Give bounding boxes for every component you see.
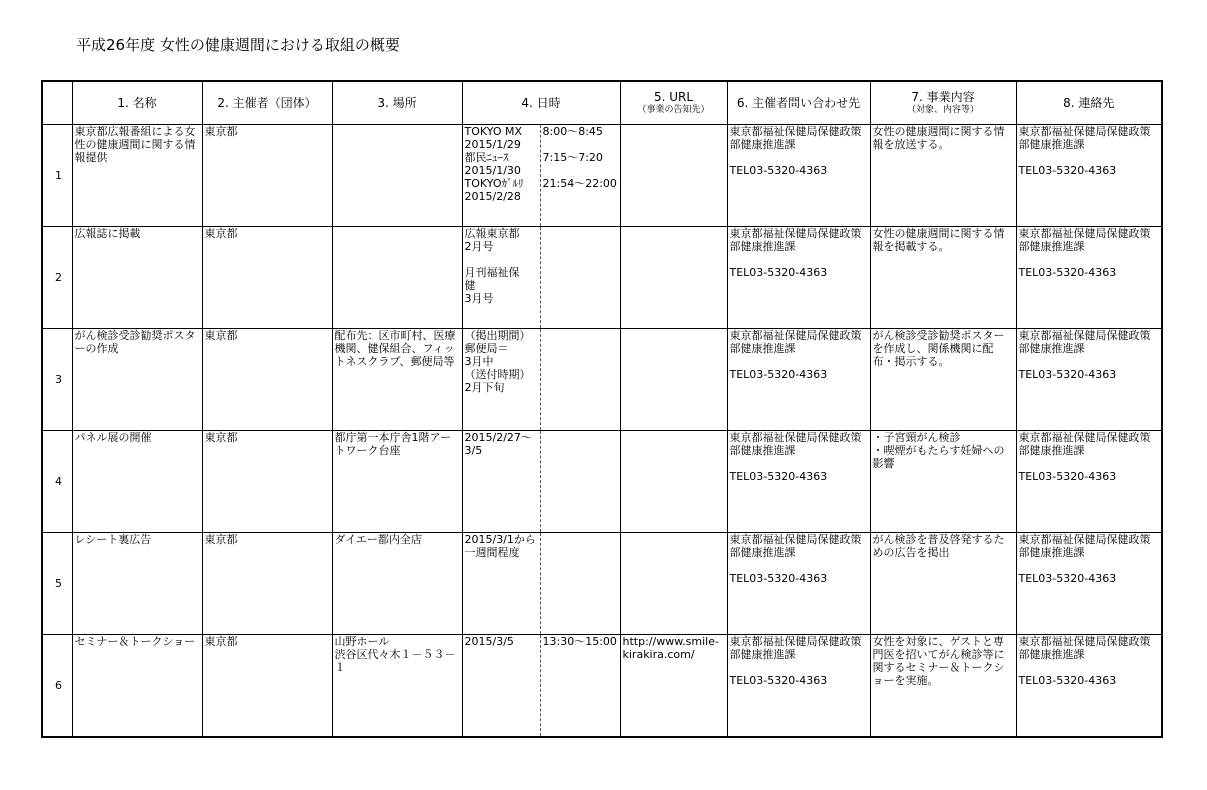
header-content-main: 7. 事業内容 xyxy=(911,90,975,104)
cell-liaison xyxy=(1016,125,1162,227)
table-row xyxy=(42,533,1162,635)
contact-tel: TEL03-5320-4363 xyxy=(729,368,828,381)
cell-liaison xyxy=(1016,533,1162,635)
cell-place: 都庁第一本庁舎1階アートワーク台座 xyxy=(332,431,462,533)
liaison-dept: 東京都福祉保健局保健政策部健康推進課 xyxy=(1018,125,1151,151)
row-number: 3 xyxy=(42,329,72,431)
header-url-sub: （事業の告知先） xyxy=(637,105,710,115)
cell-organizer: 東京都 xyxy=(202,227,332,329)
cell-contact xyxy=(727,431,870,533)
cell-organizer: 東京都 xyxy=(202,533,332,635)
cell-time xyxy=(540,533,620,635)
liaison-tel: TEL03-5320-4363 xyxy=(1018,674,1117,687)
cell-name: パネル展の開催 xyxy=(72,431,202,533)
cell-name: 東京都広報番組による女性の健康週間に関する情報提供 xyxy=(72,125,202,227)
cell-content: 女性の健康週間に関する情報を掲載する。 xyxy=(870,227,1016,329)
cell-url xyxy=(620,533,727,635)
table-row xyxy=(42,431,1162,533)
table-row xyxy=(42,227,1162,329)
cell-place: 配布先：区市町村、医療機関、健保組合、フィットネスクラブ、郵便局等 xyxy=(332,329,462,431)
cell-contact xyxy=(727,635,870,738)
contact-dept: 東京都福祉保健局保健政策部健康推進課 xyxy=(729,329,862,355)
liaison-dept: 東京都福祉保健局保健政策部健康推進課 xyxy=(1018,635,1151,661)
contact-dept: 東京都福祉保健局保健政策部健康推進課 xyxy=(729,431,862,457)
cell-contact xyxy=(727,227,870,329)
cell-place: ダイエー都内全店 xyxy=(332,533,462,635)
liaison-tel: TEL03-5320-4363 xyxy=(1018,470,1117,483)
cell-name: セミナー＆トークショー xyxy=(72,635,202,738)
cell-liaison xyxy=(1016,635,1162,738)
cell-content: 女性の健康週間に関する情報を放送する。 xyxy=(870,125,1016,227)
contact-tel: TEL03-5320-4363 xyxy=(729,470,828,483)
contact-tel: TEL03-5320-4363 xyxy=(729,674,828,687)
cell-date: 2015/3/1から一週間程度 xyxy=(462,533,540,635)
cell-name: レシート裏広告 xyxy=(72,533,202,635)
cell-contact xyxy=(727,533,870,635)
cell-date: 広報東京都 2月号 月刊福祉保 健 3月号 xyxy=(462,227,540,329)
cell-place xyxy=(332,125,462,227)
row-number: 5 xyxy=(42,533,72,635)
cell-content: 女性を対象に、ゲストと専門医を招いてがん検診等に関するセミナー＆トークショーを実施。 xyxy=(870,635,1016,738)
table-row xyxy=(42,125,1162,227)
cell-time: 13:30～15:00 xyxy=(540,635,620,738)
cell-content: がん検診受診勧奨ポスターを作成し、関係機関に配布・掲示する。 xyxy=(870,329,1016,431)
cell-content: ・子宮頸がん検診 ・喫煙がもたらす妊婦への影響 xyxy=(870,431,1016,533)
cell-liaison xyxy=(1016,431,1162,533)
cell-url xyxy=(620,227,727,329)
header-name: 1. 名称 xyxy=(72,81,202,125)
header-num xyxy=(42,81,72,125)
contact-dept: 東京都福祉保健局保健政策部健康推進課 xyxy=(729,125,862,151)
cell-url xyxy=(620,125,727,227)
liaison-tel: TEL03-5320-4363 xyxy=(1018,266,1117,279)
cell-contact xyxy=(727,125,870,227)
cell-date: （掲出期間） 郵便局＝ 3月中 （送付時期） 2月下旬 xyxy=(462,329,540,431)
cell-time: 8:00～8:45 7:15～7:20 21:54～22:00 xyxy=(540,125,620,227)
liaison-tel: TEL03-5320-4363 xyxy=(1018,164,1117,177)
contact-tel: TEL03-5320-4363 xyxy=(729,572,828,585)
table-row xyxy=(42,635,1162,738)
cell-content: がん検診を普及啓発するための広告を掲出 xyxy=(870,533,1016,635)
cell-date: 2015/3/5 xyxy=(462,635,540,738)
header-datetime: 4. 日時 xyxy=(462,81,620,125)
header-organizer: 2. 主催者（団体） xyxy=(202,81,332,125)
row-number: 4 xyxy=(42,431,72,533)
cell-contact xyxy=(727,329,870,431)
cell-time xyxy=(540,329,620,431)
events-table xyxy=(41,80,1163,738)
header-content-sub: （対象、内容等） xyxy=(906,105,979,115)
cell-liaison xyxy=(1016,329,1162,431)
cell-url[interactable]: http://www.smile-kirakira.com/ xyxy=(620,635,727,738)
cell-date: TOKYO MX 2015/1/29 都民ﾆｭｰｽ 2015/1/30 TOKYOｶﾞﾙﾘ 2015/2/28 xyxy=(462,125,540,227)
contact-dept: 東京都福祉保健局保健政策部健康推進課 xyxy=(729,533,862,559)
liaison-tel: TEL03-5320-4363 xyxy=(1018,368,1117,381)
header-liaison: 8. 連絡先 xyxy=(1016,81,1162,125)
table-row xyxy=(42,329,1162,431)
header-url-main: 5. URL xyxy=(653,90,694,104)
cell-place xyxy=(332,227,462,329)
header-content xyxy=(870,81,1016,125)
row-number: 6 xyxy=(42,635,72,738)
liaison-dept: 東京都福祉保健局保健政策部健康推進課 xyxy=(1018,227,1151,253)
cell-time xyxy=(540,431,620,533)
liaison-dept: 東京都福祉保健局保健政策部健康推進課 xyxy=(1018,533,1151,559)
cell-organizer: 東京都 xyxy=(202,125,332,227)
cell-organizer: 東京都 xyxy=(202,431,332,533)
cell-date: 2015/2/27～ 3/5 xyxy=(462,431,540,533)
header-url xyxy=(620,81,727,125)
contact-dept: 東京都福祉保健局保健政策部健康推進課 xyxy=(729,635,862,661)
cell-organizer: 東京都 xyxy=(202,329,332,431)
liaison-dept: 東京都福祉保健局保健政策部健康推進課 xyxy=(1018,329,1151,355)
cell-url xyxy=(620,431,727,533)
liaison-dept: 東京都福祉保健局保健政策部健康推進課 xyxy=(1018,431,1151,457)
header-contact: 6. 主催者問い合わせ先 xyxy=(727,81,870,125)
contact-tel: TEL03-5320-4363 xyxy=(729,266,828,279)
liaison-tel: TEL03-5320-4363 xyxy=(1018,572,1117,585)
cell-name: 広報誌に掲載 xyxy=(72,227,202,329)
row-number: 1 xyxy=(42,125,72,227)
cell-url xyxy=(620,329,727,431)
cell-liaison xyxy=(1016,227,1162,329)
cell-organizer: 東京都 xyxy=(202,635,332,738)
page-title: 平成26年度 女性の健康週間における取組の概要 xyxy=(76,36,400,54)
contact-dept: 東京都福祉保健局保健政策部健康推進課 xyxy=(729,227,862,253)
cell-name: がん検診受診勧奨ポスターの作成 xyxy=(72,329,202,431)
header-place: 3. 場所 xyxy=(332,81,462,125)
header-row xyxy=(42,81,1162,125)
cell-time xyxy=(540,227,620,329)
cell-place: 山野ホール 渋谷区代々木１－５３－１ xyxy=(332,635,462,738)
contact-tel: TEL03-5320-4363 xyxy=(729,164,828,177)
row-number: 2 xyxy=(42,227,72,329)
